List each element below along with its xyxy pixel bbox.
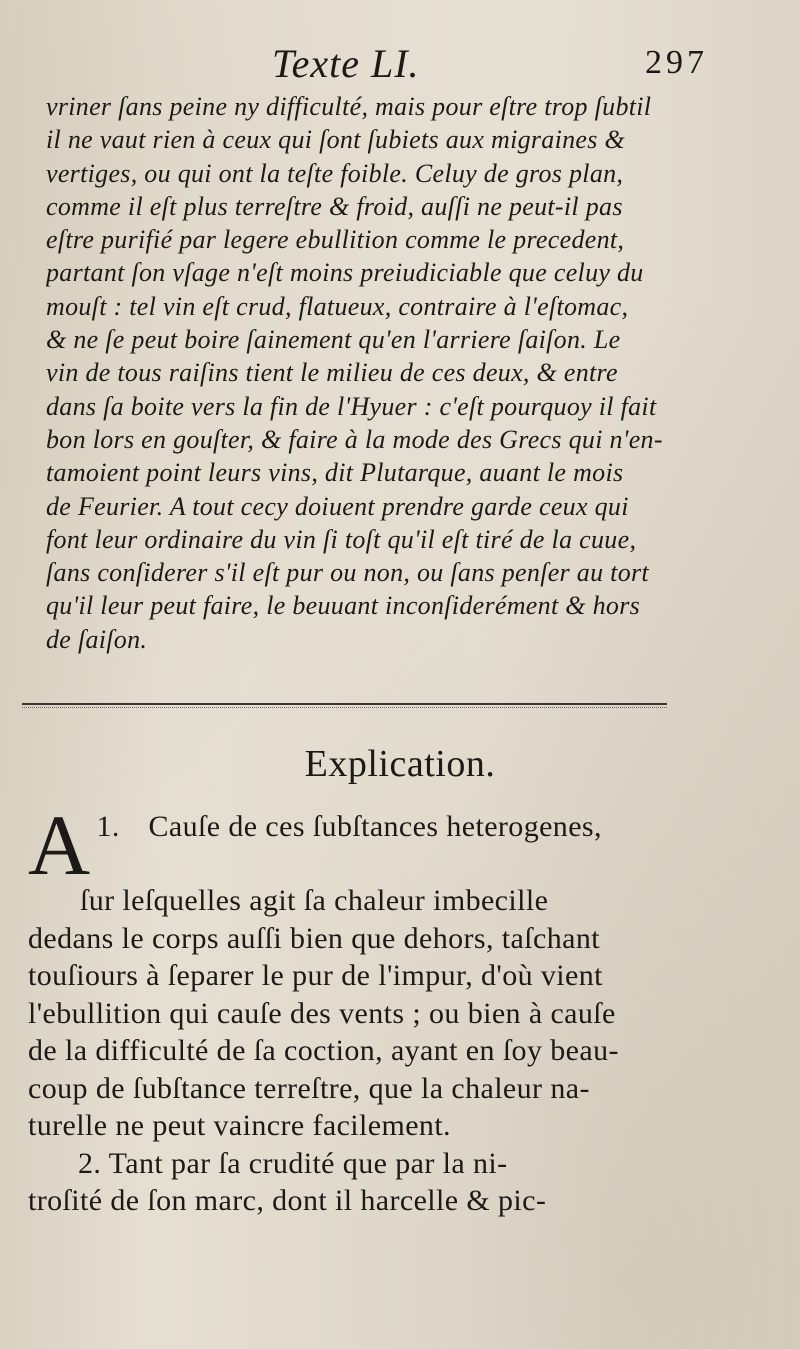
text-line: vin de tous raiſins tient le milieu de ces deux, & entre [46,358,618,388]
text-line: troſité de ſon marc, dont il harcelle & pic- [28,1184,547,1217]
page-number: 297 [645,44,708,81]
running-head [0,38,800,88]
roman-text-block [28,808,783,1220]
italic-text-block [46,90,776,656]
text-line: de la difficulté de ſa coction, ayant en ſoy beau- [28,1034,619,1067]
text-line: de Feurier. A tout cecy doiuent prendre garde ceux qui [46,491,629,521]
paragraph-number: 1. [96,810,120,843]
text-line: mouſt : tel vin eſt crud, flatueux, contraire à l'eſtomac, [46,291,629,321]
text-line: 2. Tant par ſa crudité que par la ni- [78,1146,508,1180]
text-line: touſiours à ſeparer le pur de l'impur, d'où vient [28,959,603,992]
paragraph-1 [28,808,783,1145]
text-line: eſtre purifié par legere ebullition comme le precedent, [46,225,625,255]
text-line: & ne ſe peut boire ſainement qu'en l'arriere ſaiſon. Le [46,325,621,355]
paragraph-number: 2. [78,1146,102,1180]
drop-cap: A [28,808,91,882]
text-line: ſans conſiderer s'il eſt pur ou non, ou ſans penſer au tort [46,558,649,588]
text-line: 1. A Cauſe de ces ſubſtances heterogenes, [28,808,602,882]
text-line: turelle ne peut vaincre facilement. [28,1109,451,1142]
text-line: tamoient point leurs vins, dit Plutarque, auant le mois [46,458,624,488]
text-line: vriner ſans peine ny difficulté, mais pour eſtre trop ſubtil [46,92,652,121]
text-line: l'ebullition qui cauſe des vents ; ou bien à cauſe [28,996,616,1030]
text-line: bon lors en gouſter, & faire à la mode des Grecs qui n'en- [46,424,663,454]
text-line: dans ſa boite vers la fin de l'Hyuer : c'eſt pourquoy il fait [46,391,657,421]
text-line: qu'il leur peut faire, le beuuant inconſiderément & hors [46,591,641,621]
text-line: dedans le corps auſſi bien que dehors, taſchant [28,921,600,955]
text-line: font leur ordinaire du vin ſi toſt qu'il eſt tiré de la cuue, [46,524,637,554]
section-divider [22,703,667,705]
section-divider-dotted [22,707,667,708]
text-line: partant ſon vſage n'eſt moins preiudiciable que celuy du [46,258,644,288]
text-line: vertiges, ou qui ont la teſte foible. Celuy de gros plan, [46,158,624,188]
text-line: comme il eſt plus terreſtre & froid, auſſi ne peut-il pas [46,191,623,221]
running-head-title: Texte LI. [272,41,420,86]
paragraph-2 [28,1145,783,1220]
text-line: il ne vaut rien à ceux qui ſont ſubiets aux migraines & [46,125,626,155]
section-title: Explication. [304,743,496,785]
text-line: ſur leſquelles agit ſa chaleur imbecille [80,884,549,917]
text-line: de ſaiſon. [46,624,148,654]
text-line: coup de ſubſtance terreſtre, que la chaleur na- [28,1071,590,1105]
